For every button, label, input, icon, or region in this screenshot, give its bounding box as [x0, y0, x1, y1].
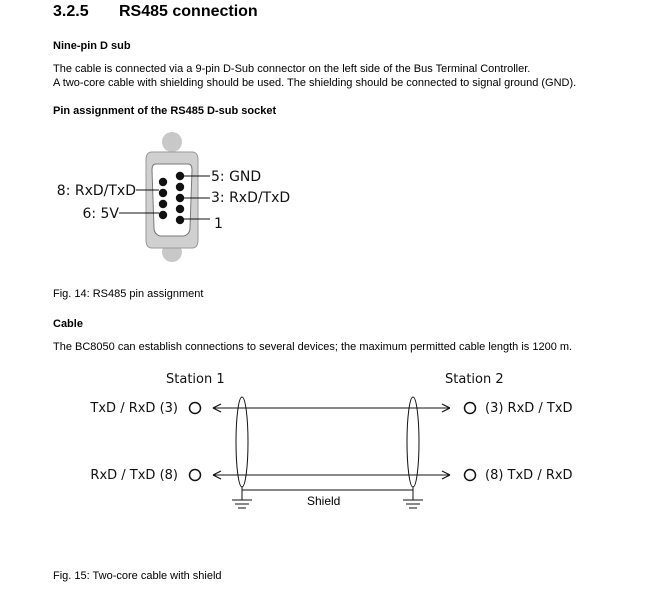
pin3-label: 3: RxD/TxD: [211, 190, 291, 206]
section-title: RS485 connection: [119, 3, 258, 20]
dsub-pin: [159, 178, 167, 186]
dsub-pin: [176, 216, 184, 224]
station1-rxd-label: RxD / TxD (8): [90, 468, 178, 483]
station2-txd-label: (8) TxD / RxD: [485, 468, 573, 483]
dsub-pin: [176, 205, 184, 213]
shield-right: [407, 397, 419, 487]
dsub-paragraph-line-1: The cable is connected via a 9-pin D-Sub connector on the left side of the Bus Terminal Controller.: [53, 63, 531, 75]
dsub-pin: [176, 183, 184, 191]
shield-left: [236, 397, 248, 487]
section-number: 3.2.5: [53, 3, 89, 20]
dsub-pin: [159, 211, 167, 219]
station1-terminal-bottom: [190, 470, 201, 481]
pin6-label: 6: 5V: [82, 206, 119, 222]
fig14-caption: Fig. 14: RS485 pin assignment: [53, 288, 204, 300]
dsub-insert: [152, 164, 192, 236]
station1-label: Station 1: [166, 372, 225, 387]
dsub-paragraph-line-2: A two-core cable with shielding should be used. The shielding should be connected to signal ground (GND).: [53, 77, 577, 89]
ground-icon: [403, 500, 423, 508]
station1-terminal-top: [190, 403, 201, 414]
dsub-pin: [176, 172, 184, 180]
shield-label: Shield: [307, 494, 341, 508]
cable-paragraph: The BC8050 can establish connections to several devices; the maximum permitted cable length is 1200 m.: [53, 341, 573, 353]
dsub-pin: [176, 194, 184, 202]
pin1-label: 1: [214, 216, 223, 232]
fig15-caption: Fig. 15: Two-core cable with shield: [53, 570, 222, 582]
station2-terminal-bottom: [465, 470, 476, 481]
dsub-screw-top: [162, 132, 182, 152]
pin8-label: 8: RxD/TxD: [56, 183, 136, 199]
dsub-pin: [159, 189, 167, 197]
dsub-pin: [159, 200, 167, 208]
station1-txd-label: TxD / RxD (3): [90, 401, 178, 416]
station2-label: Station 2: [445, 372, 504, 387]
pin-assignment-heading: Pin assignment of the RS485 D-sub socket: [53, 105, 277, 117]
station2-terminal-top: [465, 403, 476, 414]
ground-icon: [232, 500, 252, 508]
station2-rxd-label: (3) RxD / TxD: [485, 401, 573, 416]
cable-heading: Cable: [53, 318, 83, 330]
pin5-label: 5: GND: [211, 169, 262, 185]
subsection-heading-dsub: Nine-pin D sub: [53, 40, 131, 52]
